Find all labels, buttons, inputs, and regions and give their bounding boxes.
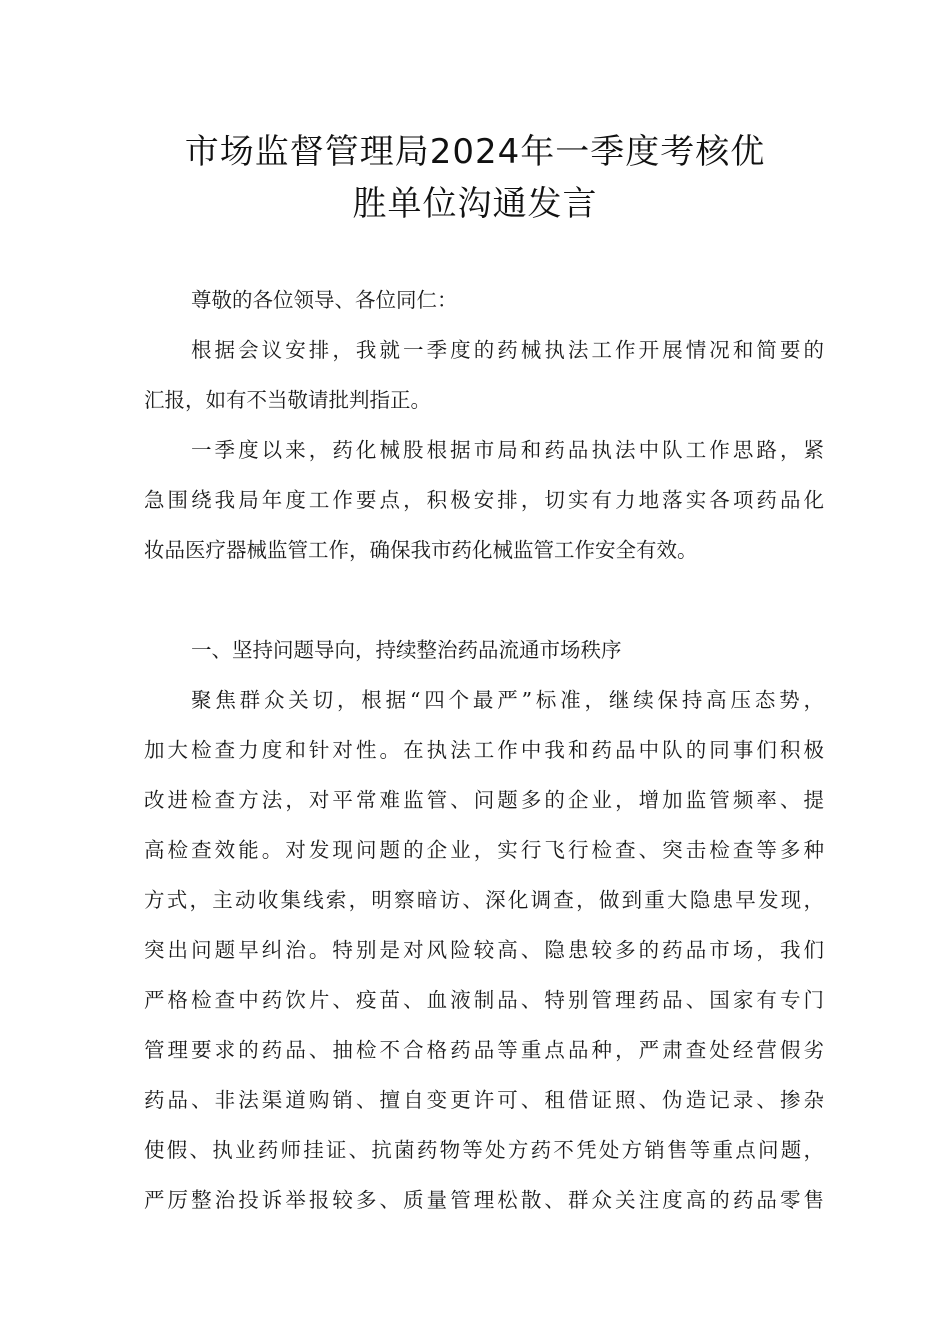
- paragraph-3-line: 加大检查力度和针对性。在执法工作中我和药品中队的同事们积极: [144, 738, 824, 762]
- paragraph-3-line: 改进检查方法，对平常难监管、问题多的企业，增加监管频率、提: [144, 788, 824, 812]
- paragraph-1-line: 根据会议安排，我就一季度的药械执法工作开展情况和简要的: [191, 338, 824, 362]
- paragraph-2-line: 一季度以来，药化械股根据市局和药品执法中队工作思路，紧: [191, 438, 824, 462]
- paragraph-3-line: 管理要求的药品、抽检不合格药品等重点品种，严肃查处经营假劣: [144, 1038, 824, 1062]
- paragraph-3-line: 严厉整治投诉举报较多、质量管理松散、群众关注度高的药品零售: [144, 1188, 824, 1212]
- paragraph-3-line: 突出问题早纠治。特别是对风险较高、隐患较多的药品市场，我们: [144, 938, 824, 962]
- paragraph-3-line: 聚焦群众关切，根据“四个最严”标准，继续保持高压态势，: [191, 688, 824, 712]
- paragraph-3-line: 使假、执业药师挂证、抗菌药物等处方药不凭处方销售等重点问题，: [144, 1138, 824, 1162]
- document-title-line-1: 市场监督管理局2024年一季度考核优: [184, 132, 766, 172]
- paragraph-2-line: 急围绕我局年度工作要点，积极安排，切实有力地落实各项药品化: [144, 488, 824, 512]
- paragraph-2-line: 妆品医疗器械监管工作，确保我市药化械监管工作安全有效。: [144, 538, 698, 562]
- paragraph-3-line: 严格检查中药饮片、疫苗、血液制品、特别管理药品、国家有专门: [144, 988, 824, 1012]
- greeting: 尊敬的各位领导、各位同仁：: [191, 288, 458, 312]
- paragraph-1-line: 汇报，如有不当敬请批判指正。: [144, 388, 431, 412]
- paragraph-3-line: 高检查效能。对发现问题的企业，实行飞行检查、突击检查等多种: [144, 838, 824, 862]
- section-1-heading: 一、坚持问题导向，持续整治药品流通市场秩序: [191, 638, 622, 662]
- document-title-line-2: 胜单位沟通发言: [352, 184, 598, 224]
- paragraph-3-line: 药品、非法渠道购销、擅自变更许可、租借证照、伪造记录、掺杂: [144, 1088, 824, 1112]
- paragraph-3-line: 方式，主动收集线索，明察暗访、深化调查，做到重大隐患早发现，: [144, 888, 824, 912]
